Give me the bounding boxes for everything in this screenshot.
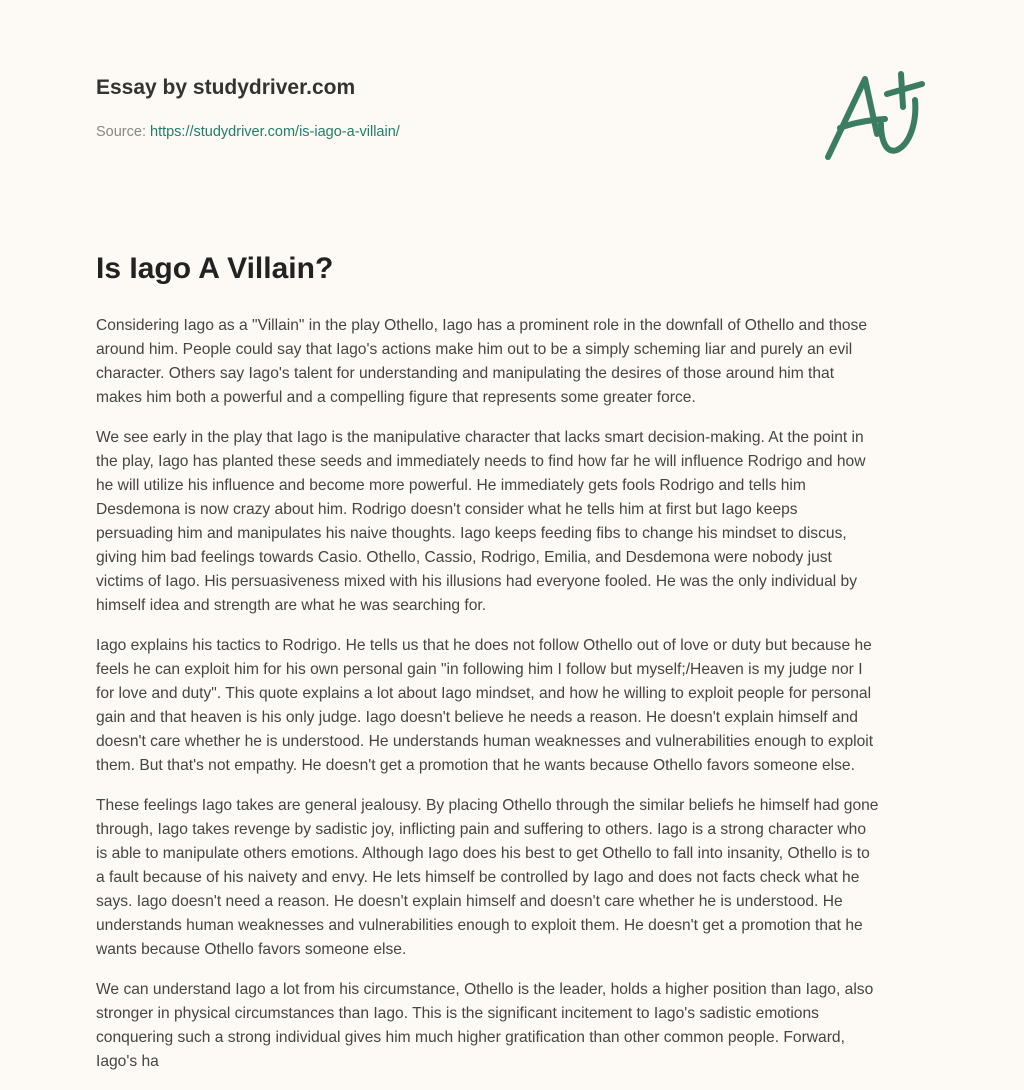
- a-plus-logo-icon: [815, 62, 935, 172]
- paragraph-line: for love and duty". This quote explains a lot about Iago mindset, and how he willing to exploit people for personal: [96, 685, 872, 702]
- paragraph-line: Desdemona is now crazy about him. Rodrigo doesn't consider what he tells him at first but Iago keeps: [96, 501, 798, 518]
- source-link[interactable]: https://studydriver.com/is-iago-a-villain/: [150, 124, 400, 140]
- essay-paragraph: [96, 314, 936, 410]
- paragraph-line: We see early in the play that Iago is the manipulative character that lacks smart decision-making. At the point in: [96, 429, 864, 446]
- paragraph-line: through, Iago takes revenge by sadistic joy, inflicting pain and suffering to others. Iago is a strong character who: [96, 821, 867, 838]
- paragraph-line: feels he can exploit him for his own personal gain "in following him I follow but myself;/Heaven is my judge nor I: [96, 661, 863, 678]
- paragraph-line: around him. People could say that Iago's actions make him out to be a simply scheming liar and purely an evil: [96, 341, 853, 358]
- paragraph-line: makes him both a powerful and a compelling figure that represents some greater force.: [96, 389, 696, 406]
- essay-paragraph: [96, 634, 936, 778]
- page-title: Is Iago A Villain?: [96, 252, 334, 285]
- paragraph-line: Iago explains his tactics to Rodrigo. He tells us that he does not follow Othello out of love or duty but because he: [96, 637, 872, 654]
- paragraph-line: a fault because of his naivety and envy. He lets himself be controlled by Iago and does not facts check what he: [96, 869, 860, 886]
- paragraph-line: himself idea and strength are what he was searching for.: [96, 597, 487, 614]
- essay-body: [96, 314, 936, 1090]
- paragraph-line: We can understand Iago a lot from his circumstance, Othello is the leader, holds a higher position than Iago, also: [96, 981, 874, 998]
- paragraph-line: victims of Iago. His persuasiveness mixed with his illusions had everyone fooled. He was the only individual by: [96, 573, 858, 590]
- essay-paragraph: [96, 794, 936, 962]
- source-line: [96, 124, 400, 140]
- paragraph-line: Considering Iago as a "Villain" in the play Othello, Iago has a prominent role in the downfall of Othello and those: [96, 317, 868, 334]
- paragraph-line: giving him bad feelings towards Casio. Othello, Cassio, Rodrigo, Emilia, and Desdemona were nobody just: [96, 549, 832, 566]
- paragraph-line: character. Others say Iago's talent for understanding and manipulating the desires of those around him that: [96, 365, 835, 382]
- essay-paragraph: [96, 978, 936, 1074]
- paragraph-line: he will utilize his influence and become more powerful. He immediately gets fools Rodrigo and tells him: [96, 477, 806, 494]
- essay-paragraph: [96, 426, 936, 618]
- paragraph-line: wants because Othello favors someone else.: [96, 941, 407, 958]
- paragraph-line: Iago's ha: [96, 1053, 159, 1070]
- paragraph-line: says. Iago doesn't need a reason. He doesn't explain himself and doesn't care whether he is understood. He: [96, 893, 843, 910]
- paragraph-line: doesn't care whether he is understood. He understands human weaknesses and vulnerabilities enough to exploit: [96, 733, 874, 750]
- paragraph-line: conquering such a strong individual gives him much higher gratification than other common people. Forward,: [96, 1029, 845, 1046]
- paragraph-line: the play, Iago has planted these seeds and immediately needs to find how far he will influence Rodrigo and how: [96, 453, 866, 470]
- paragraph-line: gain and that heaven is his only judge. Iago doesn't believe he needs a reason. He doesn't explain himself and: [96, 709, 858, 726]
- paragraph-line: stronger in physical circumstances than Iago. This is the significant incitement to Iago's sadistic emotions: [96, 1005, 819, 1022]
- paragraph-line: is able to manipulate others emotions. Although Iago does his best to get Othello to fall into insanity, Othello is to: [96, 845, 870, 862]
- paragraph-line: understands human weaknesses and vulnerabilities enough to exploit them. He doesn't get a promotion that he: [96, 917, 863, 934]
- paragraph-line: These feelings Iago takes are general jealousy. By placing Othello through the similar beliefs he himself had gone: [96, 797, 879, 814]
- site-brand: Essay by studydriver.com: [96, 76, 356, 99]
- source-label: Source:: [96, 124, 150, 140]
- paragraph-line: persuading him and manipulates his naive thoughts. Iago keeps feeding fibs to change his mindset to discus,: [96, 525, 847, 542]
- paragraph-line: them. But that's not empathy. He doesn't get a promotion that he wants because Othello favors someone else.: [96, 757, 855, 774]
